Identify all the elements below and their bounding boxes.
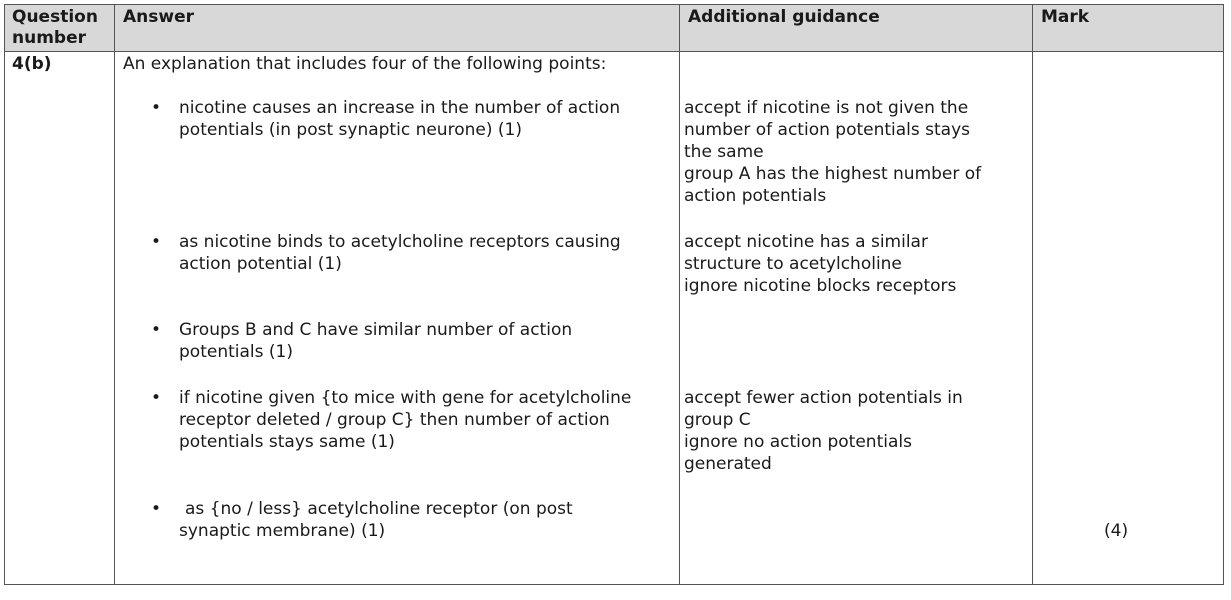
answer-line: synaptic membrane) (1) bbox=[179, 521, 386, 541]
guidance-line: group C bbox=[684, 410, 751, 430]
answer-point-5 bbox=[179, 498, 667, 542]
header-question-line1: Question bbox=[12, 7, 98, 27]
guidance-line: accept if nicotine is not given the bbox=[684, 98, 969, 118]
answer-point-4 bbox=[179, 387, 667, 453]
guidance-line: accept fewer action potentials in bbox=[684, 388, 963, 408]
header-mark: Mark bbox=[1041, 7, 1090, 27]
mark-value: (4) bbox=[1104, 521, 1129, 541]
guidance-line: the same bbox=[684, 142, 764, 162]
column-divider bbox=[679, 5, 680, 584]
answer-point-3 bbox=[179, 319, 667, 363]
guidance-line: group A has the highest number of bbox=[684, 164, 982, 184]
column-divider bbox=[1032, 5, 1033, 584]
answer-line: Groups B and C have similar number of action bbox=[179, 320, 573, 340]
answer-line: receptor deleted / group C} then number of action bbox=[179, 410, 610, 430]
answer-line: as nicotine binds to acetylcholine receptors causing bbox=[179, 232, 621, 252]
guidance-point-4 bbox=[684, 387, 1021, 475]
answer-line: action potential (1) bbox=[179, 254, 342, 274]
answer-point-1 bbox=[179, 97, 667, 141]
answer-line: potentials stays same (1) bbox=[179, 432, 395, 452]
answer-point-2 bbox=[179, 231, 667, 275]
column-divider bbox=[114, 5, 115, 584]
guidance-point-2 bbox=[684, 231, 1021, 297]
bullet: • bbox=[151, 232, 162, 252]
bullet: • bbox=[151, 98, 162, 118]
answer-line: potentials (in post synaptic neurone) (1) bbox=[179, 120, 522, 140]
header-question-number bbox=[12, 7, 98, 49]
answer-line: as {no / less} acetylcholine receptor (on post bbox=[185, 499, 573, 519]
guidance-line: ignore no action potentials bbox=[684, 432, 912, 452]
answer-intro: An explanation that includes four of the following points: bbox=[123, 54, 607, 74]
bullet: • bbox=[151, 388, 162, 408]
guidance-line: ignore nicotine blocks receptors bbox=[684, 276, 957, 296]
guidance-line: structure to acetylcholine bbox=[684, 254, 902, 274]
guidance-point-1 bbox=[684, 97, 1021, 207]
answer-line: potentials (1) bbox=[179, 342, 293, 362]
header-answer: Answer bbox=[123, 7, 194, 27]
answer-line: if nicotine given {to mice with gene for acetylcholine bbox=[179, 388, 632, 408]
guidance-line: generated bbox=[684, 454, 772, 474]
guidance-line: accept nicotine has a similar bbox=[684, 232, 928, 252]
header-question-line2: number bbox=[12, 28, 87, 48]
bullet: • bbox=[151, 320, 162, 340]
bullet: • bbox=[151, 499, 162, 519]
answer-line: nicotine causes an increase in the number of action bbox=[179, 98, 621, 118]
guidance-line: number of action potentials stays bbox=[684, 120, 971, 140]
header-additional-guidance: Additional guidance bbox=[688, 7, 880, 27]
question-number: 4(b) bbox=[12, 54, 52, 74]
guidance-line: action potentials bbox=[684, 186, 827, 206]
